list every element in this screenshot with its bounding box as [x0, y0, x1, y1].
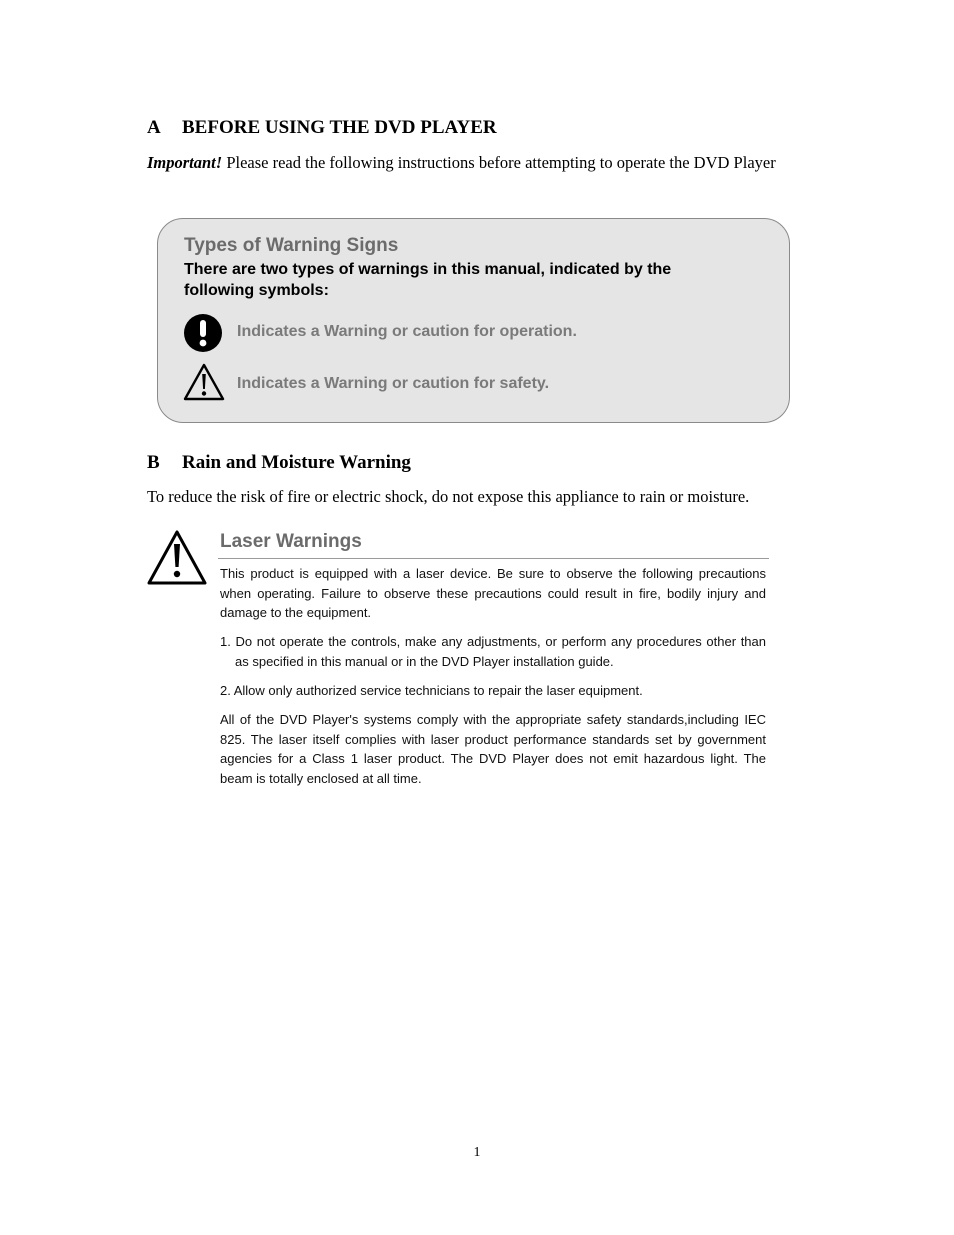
intro-text: Please read the following instructions before attempting to operate the DVD Player — [222, 153, 776, 172]
laser-precaution-1: 1. Do not operate the controls, make any adjustments, or perform any procedures other than as specified in this manual or in the DVD Player installation guide. — [220, 634, 766, 669]
section-a-heading — [147, 117, 497, 139]
warning-box-title: Types of Warning Signs — [184, 235, 399, 256]
exclamation-circle-icon — [183, 313, 223, 353]
warning-triangle-icon — [183, 363, 225, 401]
laser-warning-triangle-icon — [146, 529, 208, 586]
laser-warnings-title: Laser Warnings — [220, 531, 362, 552]
important-label: Important! — [147, 153, 223, 172]
section-a-letter: A — [147, 117, 161, 138]
section-a-title: BEFORE USING THE DVD PLAYER — [182, 117, 497, 138]
laser-intro-text: This product is equipped with a laser device. Be sure to observe the following precautions when operating. Failure to observe these precautions could result in fire, bodily injury and damage to the equipment. — [220, 566, 766, 620]
operation-warning-text: Indicates a Warning or caution for operation. — [237, 323, 577, 340]
laser-precaution-2: 2. Allow only authorized service technicians to repair the laser equipment. — [220, 683, 643, 698]
rain-warning-text: To reduce the risk of fire or electric shock, do not expose this appliance to rain or moisture. — [147, 487, 750, 506]
warning-box-subtitle: There are two types of warnings in this manual, indicated by the following symbols: — [184, 261, 672, 299]
intro-paragraph — [147, 150, 787, 176]
section-b-heading — [147, 452, 411, 474]
warning-signs-box — [157, 218, 790, 423]
safety-warning-text: Indicates a Warning or caution for safety. — [237, 375, 550, 392]
laser-compliance-text: All of the DVD Player's systems comply with the appropriate safety standards,including IEC 825. The laser itself complies with laser product performance standards set by government agencies for a Class 1 laser product. The DVD Player does not emit hazardous light. The beam is totally enclosed at all time. — [220, 712, 766, 786]
section-b-letter: B — [147, 452, 160, 473]
laser-title-divider — [218, 558, 769, 559]
page-number: 1 — [473, 1145, 481, 1160]
section-b-title: Rain and Moisture Warning — [182, 452, 411, 473]
